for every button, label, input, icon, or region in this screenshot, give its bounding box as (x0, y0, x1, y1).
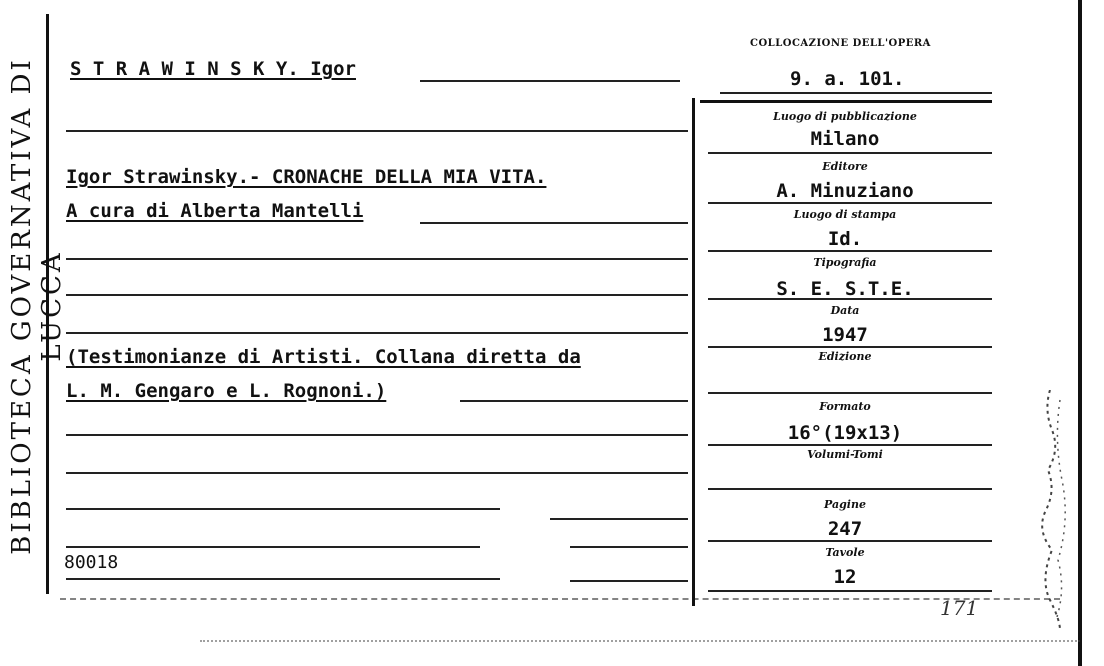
descriptive-box-divider (692, 98, 695, 606)
field-value-formato: 16°(19x13) (787, 422, 903, 444)
rule-9 (66, 472, 688, 474)
field-label-edizione: Edizione (818, 350, 872, 363)
torn-edge-decoration (1030, 390, 1070, 630)
title-line-2: A cura di Alberta Mantelli (66, 200, 364, 222)
field-label-luogo-stampa: Luogo di stampa (793, 208, 897, 221)
title-line-1: Igor Strawinsky.- CRONACHE DELLA MIA VITA. (66, 166, 547, 188)
field-label-tipografia: Tipografia (813, 256, 877, 269)
field-value-pagine: 247 (827, 518, 863, 540)
library-spine-label: BIBLIOTECA GOVERNATIVA DI LUCCA (7, 57, 67, 555)
rule-10a (66, 508, 500, 510)
rule-title (420, 222, 688, 224)
rule-8 (66, 434, 688, 436)
rule-5 (66, 294, 688, 296)
rule-11a (66, 546, 480, 548)
rule-series (460, 400, 688, 402)
series-line-1: (Testimonianze di Artisti. Collana diretta da (66, 346, 581, 368)
field-value-data: 1947 (822, 324, 868, 346)
inventory-number: 80018 (64, 552, 119, 573)
handwritten-mark: 171 (940, 596, 979, 620)
field-label-luogo-pubblicazione: Luogo di pubblicazione (773, 110, 917, 123)
card-bottom-edge (60, 598, 1060, 600)
descriptive-box-top (700, 100, 992, 103)
field-rule-5 (708, 346, 992, 348)
collocazione-rule (720, 92, 992, 94)
field-rule-6 (708, 392, 992, 394)
rule-2 (66, 130, 688, 132)
card-right-border (1078, 0, 1082, 666)
rule-12b (570, 580, 688, 582)
field-rule-1 (708, 152, 992, 154)
field-value-luogo-pubblicazione: Milano (810, 128, 880, 150)
field-value-tipografia: S. E. S.T.E. (776, 278, 914, 300)
rule-author (420, 80, 680, 82)
field-value-luogo-stampa: Id. (827, 228, 863, 250)
collocazione-value: 9. a. 101. (790, 68, 905, 90)
series-line-2: L. M. Gengaro e L. Rognoni.) (66, 380, 387, 402)
field-value-editore: A. Minuziano (776, 180, 914, 202)
field-label-volumi-tomi: Volumi-Tomi (807, 448, 883, 461)
field-label-data: Data (830, 304, 860, 317)
field-label-tavole: Tavole (825, 546, 865, 559)
rule-10b (550, 518, 688, 520)
collocazione-label: COLLOCAZIONE DELL'OPERA (750, 38, 931, 49)
rule-6 (66, 332, 688, 334)
field-label-editore: Editore (822, 160, 868, 173)
field-rule-4 (708, 298, 992, 300)
field-rule-10 (708, 590, 992, 592)
field-value-tavole: 12 (833, 566, 857, 588)
card-bottom-scan-noise (200, 640, 1080, 642)
author-heading: S T R A W I N S K Y. Igor (70, 58, 356, 80)
field-label-formato: Formato (819, 400, 871, 413)
field-rule-9 (708, 540, 992, 542)
field-rule-7 (708, 444, 992, 446)
rule-4 (66, 258, 688, 260)
rule-12a (66, 578, 500, 580)
field-rule-3 (708, 250, 992, 252)
field-rule-8 (708, 488, 992, 490)
field-rule-2 (708, 202, 992, 204)
field-label-pagine: Pagine (824, 498, 866, 511)
rule-11b (570, 546, 688, 548)
